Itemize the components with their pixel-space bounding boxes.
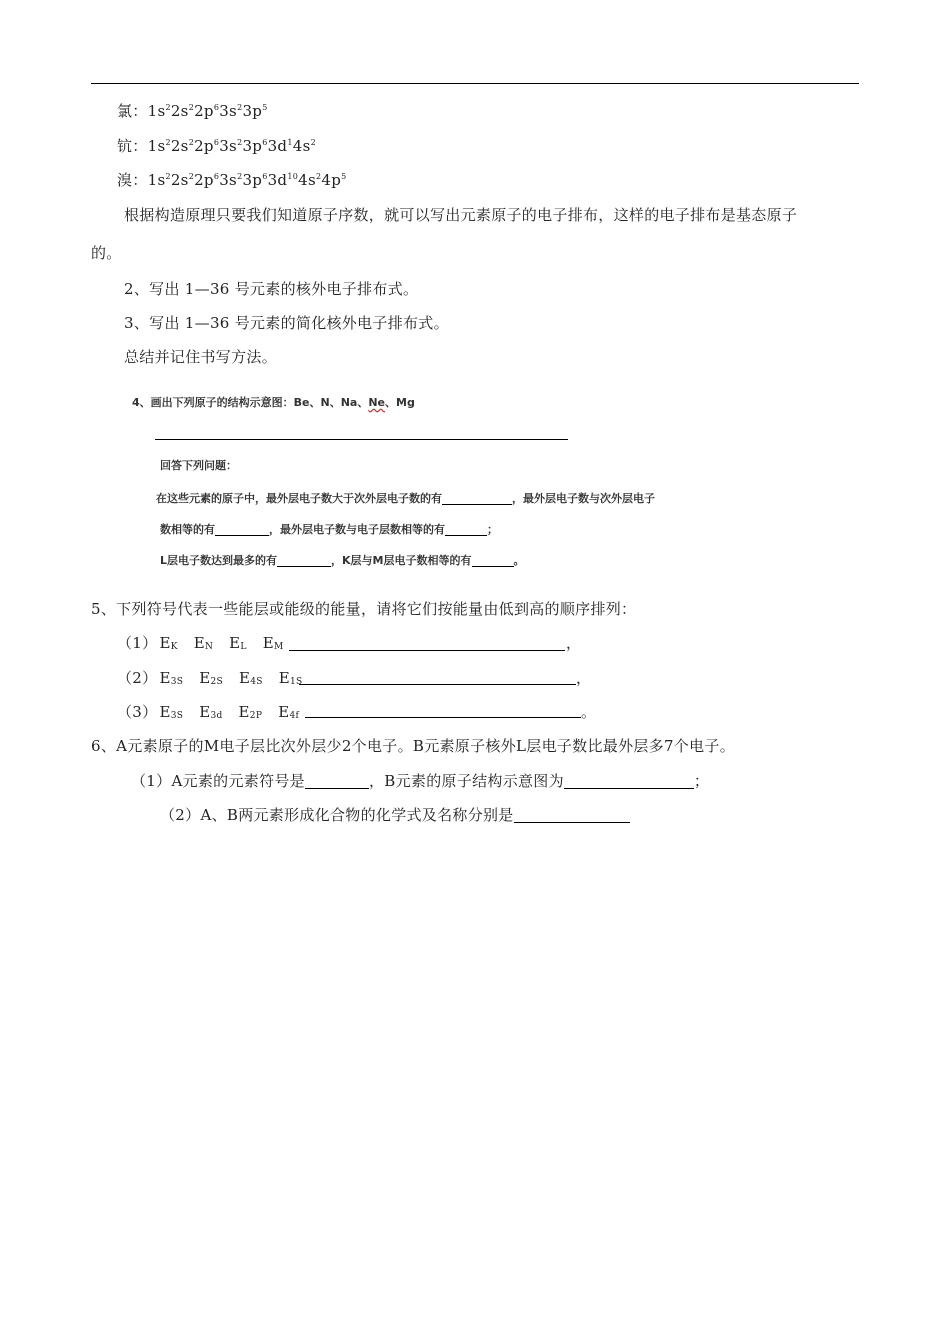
q5-title: 5、下列符号代表一些能层或能级的能量，请将它们按能量由低到高的顺序排列： — [91, 600, 637, 618]
energy-symbol: $E_{3S}$ — [159, 669, 184, 687]
q4-line-1: 在这些元素的原子中，最外层电子数大于次外层电子数的有 ，最外层电子数与次外层电子 — [156, 492, 655, 505]
answer-blank[interactable] — [277, 552, 331, 567]
answer-line[interactable] — [299, 684, 576, 685]
energy-symbols — [157, 669, 302, 687]
q5-row: （1） $E_K$ $E_N$ $E_L$ $E_M$ — [117, 634, 284, 652]
orbital: 1s — [147, 137, 166, 155]
electron-count: 2 — [188, 138, 195, 147]
row-end: ， — [576, 669, 592, 687]
electron-count: 2 — [165, 172, 171, 181]
item-2: 2、写出 1—36 号元素的核外电子排布式。 — [124, 280, 419, 298]
electron-count: 2 — [188, 172, 195, 181]
electron-count: 6 — [262, 138, 268, 147]
q6-sub-2: （2）A、B两元素形成化合物的化学式及名称分别是 — [160, 805, 630, 825]
orbital: 4s — [292, 137, 311, 155]
electron-count: 2 — [237, 103, 243, 112]
orbital: 3d — [267, 137, 288, 155]
energy-symbol: $E_{3S}$ — [159, 703, 184, 721]
energy-symbol: $E_{1S}$ — [278, 669, 303, 687]
energy-symbol: $E_{3d}$ — [199, 703, 223, 721]
orbital: 2s — [170, 171, 189, 189]
orbital: 2s — [170, 137, 189, 155]
orbital: 3s — [219, 137, 238, 155]
orbital: 3d — [267, 171, 288, 189]
answer-blank[interactable] — [305, 774, 369, 789]
answer-blank[interactable] — [445, 521, 487, 536]
answer-blank[interactable] — [564, 774, 694, 789]
q4-title: 4、画出下列原子的结构示意图：Be、N、Na、Ne、Mg — [132, 396, 415, 409]
electron-count: 10 — [287, 172, 299, 181]
config-formula — [148, 137, 316, 155]
answer-blank[interactable] — [514, 808, 630, 823]
answer-blank[interactable] — [442, 490, 512, 505]
q5-row: （3） $E_{3S}$ $E_{3d}$ $E_{2P}$ $E_{4f}$ — [117, 703, 300, 721]
electron-count: 6 — [213, 138, 220, 147]
orbital: 3s — [219, 102, 238, 120]
orbital: 3p — [242, 171, 263, 189]
answer-blank[interactable] — [472, 552, 514, 567]
energy-symbols — [157, 703, 299, 721]
energy-symbols — [157, 634, 283, 652]
electron-count: 2 — [188, 103, 195, 112]
q4-answer-heading: 回答下列问题： — [160, 459, 237, 472]
orbital: 3p — [242, 137, 263, 155]
q4-line-2: 数相等的有 ，最外层电子数与电子层数相等的有 ； — [160, 523, 498, 536]
answer-line[interactable] — [289, 650, 565, 651]
energy-symbol: $E_L$ — [229, 634, 247, 652]
config-formula — [148, 171, 347, 189]
drawing-line — [155, 439, 568, 440]
electron-count: 2 — [237, 138, 243, 147]
config-formula — [148, 102, 268, 120]
electron-count: 6 — [213, 103, 220, 112]
electron-count: 6 — [262, 172, 268, 181]
orbital: 2p — [194, 171, 214, 189]
summary-line: 总结并记住书写方法。 — [124, 348, 278, 366]
orbital: 4p — [321, 171, 342, 189]
energy-symbol: $E_{4S}$ — [238, 669, 263, 687]
orbital: 2p — [194, 137, 214, 155]
orbital: 2p — [194, 102, 214, 120]
energy-symbol: $E_{2P}$ — [238, 703, 263, 721]
electron-count: 1 — [287, 138, 293, 147]
energy-symbol: $E_K$ — [159, 634, 178, 652]
q4-line-3: L层电子数达到最多的有 ，K层与M层电子数相等的有 。 — [160, 554, 525, 567]
energy-symbol: $E_N$ — [193, 634, 214, 652]
electron-count: 5 — [341, 172, 347, 181]
element-name: 溴： — [117, 171, 148, 189]
energy-symbol: $E_{4f}$ — [278, 703, 300, 721]
electron-count: 2 — [310, 138, 316, 147]
orbital: 3p — [242, 102, 263, 120]
orbital: 4s — [298, 171, 316, 189]
header-rule — [91, 83, 859, 84]
electron-count: 2 — [315, 172, 322, 181]
paragraph-aufbau-end: 的。 — [91, 244, 122, 262]
q6-title: 6、A元素原子的M电子层比次外层少2个电子。B元素原子核外L层电子数比最外层多7个电子。 — [91, 737, 736, 755]
ne-symbol: Ne — [368, 396, 386, 409]
q6-sub-1: （1）A元素的元素符号是 ，B元素的原子结构示意图为 ； — [131, 772, 710, 790]
q5-row: （2） $E_{3S}$ $E_{2S}$ $E_{4S}$ $E_{1S}$ — [117, 669, 303, 687]
item-3: 3、写出 1—36 号元素的简化核外电子排布式。 — [124, 314, 449, 332]
answer-line[interactable] — [305, 717, 581, 718]
row-end: 。 — [581, 703, 597, 721]
orbital: 3s — [219, 171, 238, 189]
element-name: 氯： — [117, 102, 148, 120]
config-line — [117, 136, 316, 156]
answer-blank[interactable] — [215, 521, 269, 536]
orbital: 1s — [147, 171, 166, 189]
row-end: ， — [566, 634, 582, 652]
orbital: 1s — [147, 102, 166, 120]
config-line — [117, 170, 347, 190]
electron-count: 2 — [165, 138, 171, 147]
electron-count: 2 — [165, 103, 171, 112]
energy-symbol: $E_M$ — [262, 634, 284, 652]
electron-count: 6 — [213, 172, 220, 181]
element-name: 钪： — [117, 137, 148, 155]
config-line — [117, 101, 268, 121]
paragraph-aufbau: 根据构造原理只要我们知道原子序数，就可以写出元素原子的电子排布，这样的电子排布是基态原子 — [124, 206, 798, 224]
energy-symbol: $E_{2S}$ — [199, 669, 223, 687]
electron-count: 5 — [262, 103, 268, 112]
orbital: 2s — [170, 102, 189, 120]
electron-count: 2 — [237, 172, 243, 181]
